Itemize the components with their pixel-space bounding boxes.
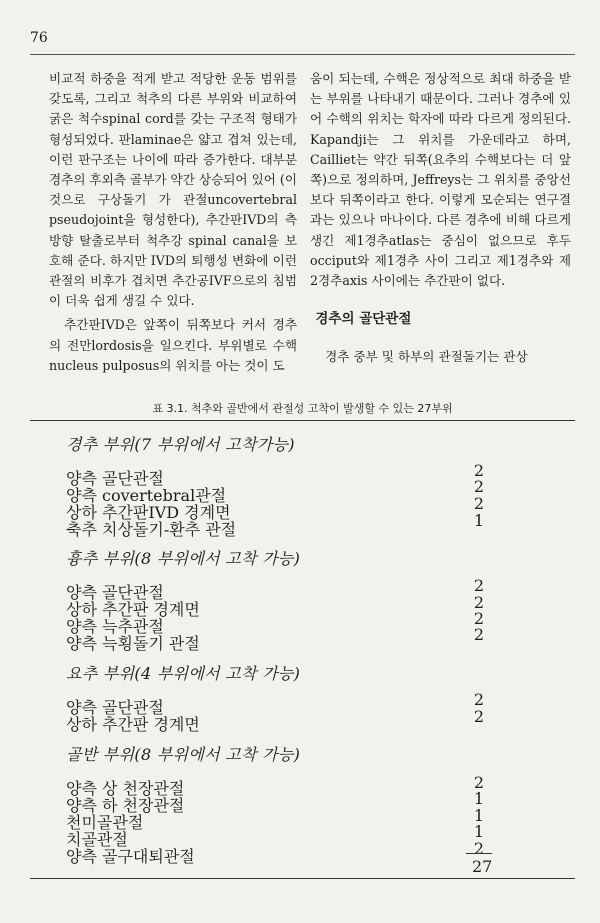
- paragraph: 비교적 하중을 적게 받고 적당한 운동 범위를 갖도록, 그리고 척추의 다른 부위와 비교하여 굵은 척수spinal cord를 갖는 구조적 형태가 형성되었다. 판laminae은 얇고 겹쳐 있는데, 이런 판구조는 나이에 따라 증가한다. 대부분 경추의 후외측 골부가 약간 상승되어 있어 (이것으로 구상돌기 가 관절uncovertebral pseudojoint을 형성한다), 추간판IVD의 측방향 탈출로부터 척추강 spinal canal을 보호해 준다. 하지만 IVD의 퇴행성 변화에 이런 관절의 비후가 겹치면 추간공IVF으로의 침범이 더욱 쉽게 생길 수 있다.: [49, 71, 297, 309]
- table-row-value: 2: [473, 690, 485, 709]
- right-text-column: [310, 69, 571, 368]
- table-row-label: 양측 상 천장관절: [66, 779, 185, 798]
- table-caption: 표 3.1. 척추와 골반에서 관절성 고착이 발생할 수 있는 27부위: [152, 402, 453, 415]
- table-row-value: 2: [473, 593, 485, 612]
- table-row-value: 2: [473, 461, 485, 480]
- table-row-label: 치골관절: [66, 830, 128, 849]
- group-title: 골반 부위(8 부위에서 고착 가능): [66, 745, 301, 764]
- table-row-value: 2: [473, 625, 485, 644]
- section-heading: 경추의 골단관절: [315, 311, 412, 328]
- table-row-value: 2: [473, 477, 485, 496]
- table-top-rule: [30, 420, 575, 421]
- table-row-label: 양측 골구대퇴관절: [66, 847, 195, 866]
- table-row-label: 상하 추간판 경계면: [66, 600, 200, 619]
- page-number: 76: [30, 30, 48, 46]
- table-row-label: 상하 추간판 경계면: [66, 715, 200, 734]
- group-title: 요추 부위(4 부위에서 고착 가능): [66, 664, 301, 683]
- table-row-label: 양측 골단관절: [66, 583, 164, 602]
- table-row-label: 양측 골단관절: [66, 469, 164, 488]
- paragraph: 움이 되는데, 수핵은 정상적으로 최대 하중을 받는 부위를 나타내기 때문이다. 그러나 경추에 있어 수핵의 위치는 학자에 따라 다르게 정의된다. Kapandji는 그 위치를 가운데라고 하며, Cailliet는 약간 뒤쪽(요추의 수핵보다는 더 앞쪽)으로 정의하며, Jeffreys는 그 위치를 중앙선보다 뒤쪽이라고 한다. 이렇게 모순되는 연구결과는 있으나 마나이다. 다른 경추에 비해 다르게 생긴 제1경추atlas는 중심이 없으므로 후두 occiput와 제1경추 사이 그리고 제1경추와 제2경추axis 사이에는 추간판이 없다.: [310, 71, 571, 289]
- table-row-value: 2: [473, 839, 485, 858]
- table-row-label: 양측 늑추관절: [66, 617, 164, 636]
- group-title: 흉추 부위(8 부위에서 고착 가능): [66, 549, 301, 568]
- table-row-value: 1: [473, 511, 485, 530]
- left-text-column: [49, 69, 297, 376]
- group-title: 경추 부위(7 부위에서 고착가능): [66, 435, 295, 454]
- table-row-value: 1: [473, 789, 485, 808]
- table-row-label: 양측 늑횡돌기 관절: [66, 634, 200, 653]
- table-row-value: 2: [473, 773, 485, 792]
- total-rule: [466, 853, 492, 854]
- table-row-label: 천미골관절: [66, 813, 144, 832]
- table-row-label: 상하 추간판IVD 경계면: [66, 503, 231, 522]
- table-row-value: 2: [473, 494, 485, 513]
- paragraph: 경추 중부 및 하부의 관절돌기는 관상: [325, 349, 528, 365]
- table-row-value: 2: [473, 707, 485, 726]
- table-row-label: 양측 covertebral관절: [66, 486, 227, 505]
- table-row-value: 1: [473, 806, 485, 825]
- table-row-label: 축추 치상돌기-환추 관절: [66, 520, 237, 539]
- header-rule: [30, 54, 575, 55]
- table-row-value: 2: [473, 576, 485, 595]
- table-row-label: 양측 하 천장관절: [66, 796, 185, 815]
- table-row-label: 양측 골단관절: [66, 698, 164, 717]
- table-row-value: 1: [473, 822, 485, 841]
- table-total: 27: [472, 857, 493, 876]
- table-bottom-rule: [30, 878, 575, 879]
- table-row-value: 2: [473, 609, 485, 628]
- paragraph: 추간판IVD은 앞쪽이 뒤쪽보다 커서 경추의 전만lordosis을 일으킨다. 부위별로 수핵nucleus pulposus의 위치를 아는 것이 도: [49, 317, 297, 373]
